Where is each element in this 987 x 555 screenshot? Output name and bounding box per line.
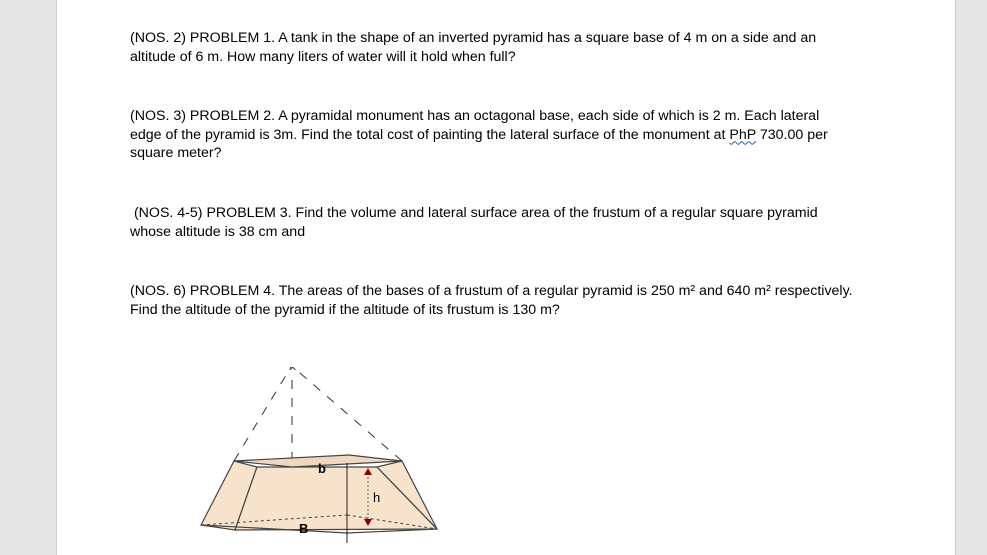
problem-3: [130, 204, 818, 241]
apex-mark: ^: [288, 365, 298, 378]
problem-2-line-3: square meter?: [130, 145, 222, 161]
bottom-base-label: B: [299, 521, 309, 536]
problem-3-line-2: whose altitude is 38 cm and: [130, 223, 306, 240]
problem-1: [130, 29, 816, 66]
problem-2-line-1: (NOS. 3) PROBLEM 2. A pyramidal monument has an octagonal base, each side of which is 2 m. Each lateral: [130, 108, 820, 124]
problem-4-line-1: (NOS. 6) PROBLEM 4. The areas of the bases of a frustum of a regular pyramid is 250 m² and 640 m² respectively.: [130, 283, 853, 299]
problem-4-line-2: Find the altitude of the pyramid if the altitude of its frustum is 130 m?: [130, 301, 560, 318]
problem-2-line-2: [130, 126, 828, 145]
problem-4: [130, 282, 853, 319]
document-page: [56, 0, 956, 555]
frustum-figure: [187, 355, 457, 550]
problem-2-line-2-text: edge of the pyramid is 3m. Find the total cost of painting the lateral surface of the monument at: [130, 126, 730, 143]
right-edge-extension: [293, 367, 402, 461]
top-base-label: b: [318, 461, 326, 476]
problem-2-line-2-rest: 730.00 per: [755, 126, 828, 143]
apex-extension-lines: [234, 367, 402, 461]
problem-1-line-1: (NOS. 2) PROBLEM 1. A tank in the shape of an inverted pyramid has a square base of 4 m on a side and an: [130, 30, 817, 46]
problem-1-line-2: altitude of 6 m. How many liters of water will it hold when full?: [130, 48, 516, 65]
height-label: h: [373, 490, 381, 505]
problem-2: [130, 107, 828, 163]
problem-3-line-1: (NOS. 4-5) PROBLEM 3. Find the volume and lateral surface area of the frustum of a regular square pyramid: [130, 205, 818, 221]
spellcheck-marked-word[interactable]: PhP: [729, 126, 756, 143]
left-edge-extension: [234, 367, 291, 461]
